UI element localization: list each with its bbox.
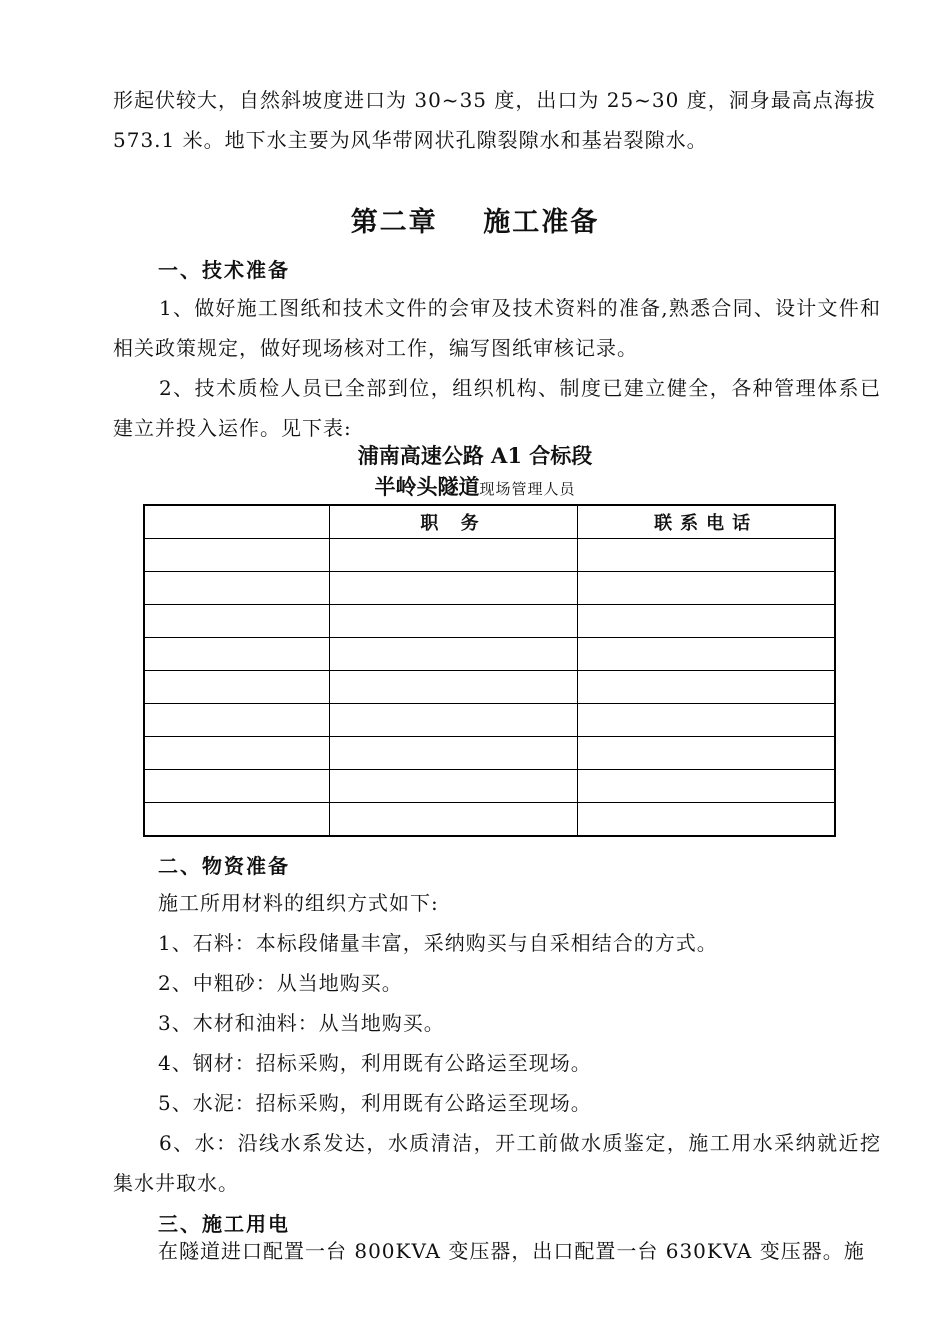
table-cell <box>329 671 577 704</box>
table-row <box>144 737 835 770</box>
table-title-staff: 现场管理人员 <box>479 480 576 498</box>
materials-intro: 施工所用材料的组织方式如下: <box>158 891 439 915</box>
table-cell <box>329 737 577 770</box>
table-header-position: 职 务 <box>329 505 577 539</box>
technical-item-1: 1、做好施工图纸和技术文件的会审及技术资料的准备,熟悉合同、设计文件和相关政策规定，做好现场核对工作，编写图纸审核记录。 <box>113 296 881 360</box>
table-cell <box>329 704 577 737</box>
section-heading-power: 三、施工用电 <box>158 1212 290 1236</box>
table-cell <box>578 605 835 638</box>
table-cell <box>578 770 835 803</box>
table-cell <box>144 803 329 837</box>
materials-item-1: 1、石料：本标段储量丰富，采纳购买与自采相结合的方式。 <box>158 931 718 955</box>
table-cell <box>144 737 329 770</box>
table-cell <box>578 803 835 837</box>
chapter-title: 第二章 施工准备 <box>350 207 600 238</box>
table-cell <box>144 638 329 671</box>
materials-item-5: 5、水泥：招标采购，利用既有公路运至现场。 <box>158 1091 592 1115</box>
table-cell <box>578 704 835 737</box>
table-cell <box>329 605 577 638</box>
table-row <box>144 671 835 704</box>
table-cell <box>578 671 835 704</box>
table-body <box>144 539 835 837</box>
table-row <box>144 704 835 737</box>
table-row <box>144 770 835 803</box>
table-cell <box>144 704 329 737</box>
table-row <box>144 605 835 638</box>
table-row <box>144 803 835 837</box>
table-title-tunnel: 半岭头隧道 <box>374 474 480 499</box>
table-cell <box>329 539 577 572</box>
table-row <box>144 539 835 572</box>
section-heading-materials: 二、物资准备 <box>158 854 290 878</box>
power-text: 在隧道进口配置一台 800KVA 变压器，出口配置一台 630KVA 变压器。施 <box>158 1239 865 1263</box>
table-cell <box>144 770 329 803</box>
table-cell <box>144 572 329 605</box>
table-row <box>144 638 835 671</box>
section-heading-technical: 一、技术准备 <box>158 258 290 282</box>
table-cell <box>329 572 577 605</box>
table-cell <box>578 737 835 770</box>
technical-item-2: 2、技术质检人员已全部到位，组织机构、制度已建立健全，各种管理体系已建立并投入运作。见下表: <box>113 376 881 440</box>
materials-item-3: 3、木材和油料：从当地购买。 <box>158 1011 445 1035</box>
materials-item-6: 6、水：沿线水系发达，水质清洁，开工前做水质鉴定，施工用水采纳就近挖集水井取水。 <box>113 1131 881 1195</box>
table-cell <box>578 572 835 605</box>
table-cell <box>329 803 577 837</box>
table-cell <box>144 605 329 638</box>
intro-line-1: 形起伏较大，自然斜坡度进口为 30~35 度，出口为 25~30 度，洞身最高点海拔 <box>113 88 876 112</box>
table-cell <box>144 671 329 704</box>
table-cell <box>578 539 835 572</box>
table-header-row <box>144 505 835 539</box>
table-row <box>144 572 835 605</box>
table-cell <box>578 638 835 671</box>
table-header-blank <box>144 505 329 539</box>
table-header-phone: 联系电话 <box>578 505 835 539</box>
staff-table <box>143 504 836 837</box>
table-title-line-2 <box>0 473 950 503</box>
table-cell <box>144 539 329 572</box>
table-cell <box>329 770 577 803</box>
materials-item-2: 2、中粗砂：从当地购买。 <box>158 971 403 995</box>
intro-line-2: 573.1 米。地下水主要为风华带网状孔隙裂隙水和基岩裂隙水。 <box>113 128 708 152</box>
materials-item-4: 4、钢材：招标采购，利用既有公路运至现场。 <box>158 1051 592 1075</box>
table-cell <box>329 638 577 671</box>
table-title-line-1: 浦南高速公路 A1 合标段 <box>357 443 593 468</box>
